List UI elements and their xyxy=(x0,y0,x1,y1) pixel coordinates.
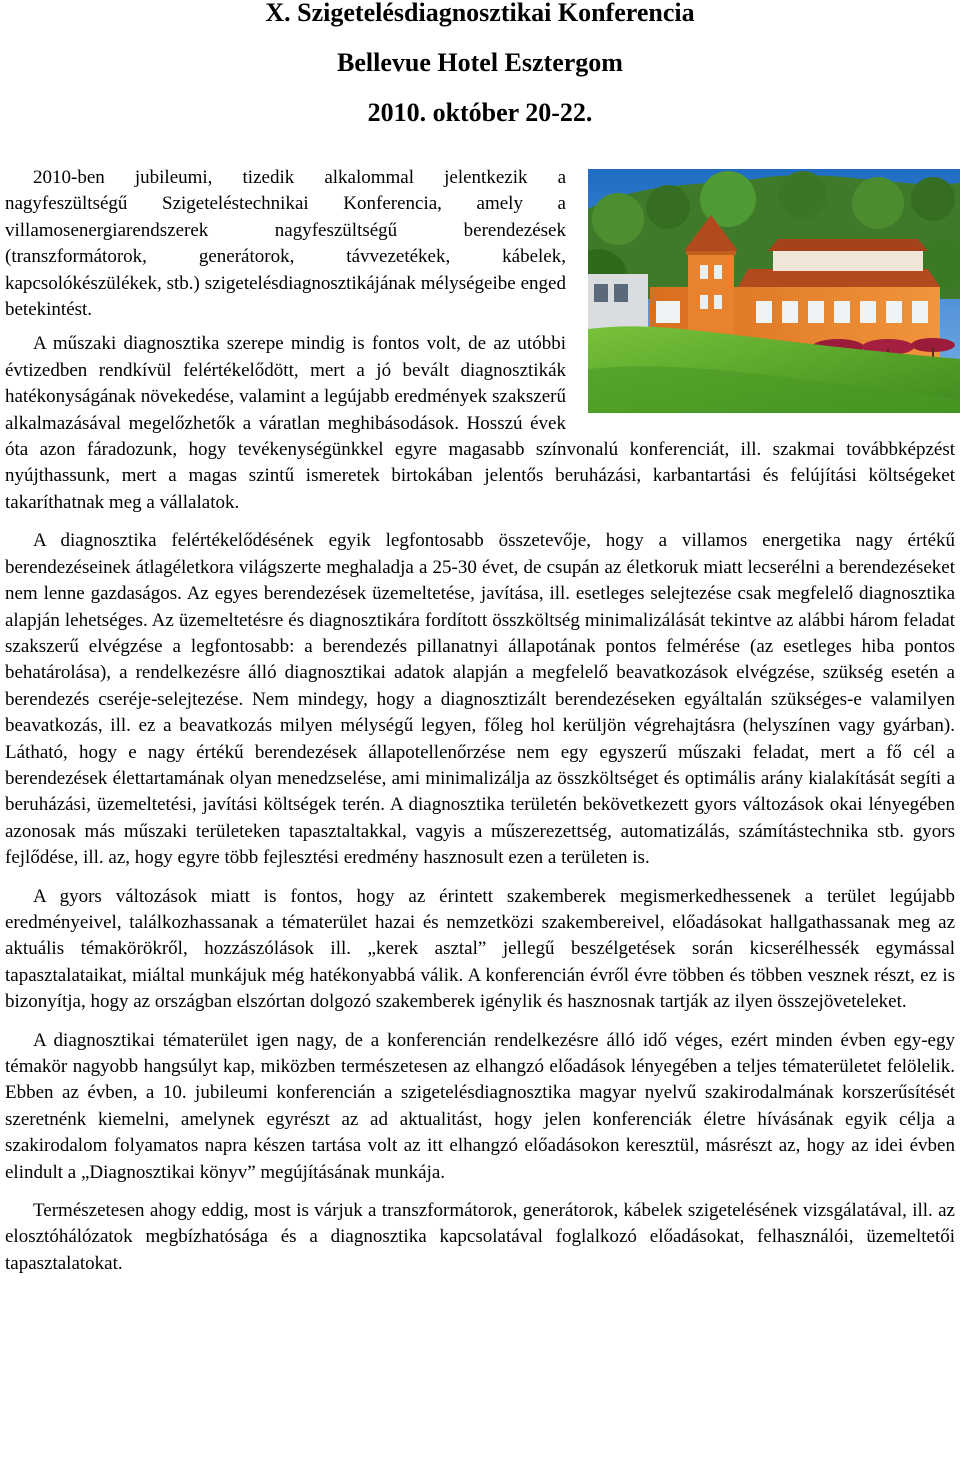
paragraph-call-for-papers: Természetesen ahogy eddig, most is várjuk a transzformátorok, generátorok, kábelek szigetelésének vizsgálatával, ill. az elosztóhálózatok megbízhatósága és a diagnosztika kapcsolatával foglalkozó előadásokat, felhasználói, üzemeltetői tapasztalatokat. xyxy=(5,1200,955,1274)
hotel-photo xyxy=(588,169,960,413)
hotel-building-illustration xyxy=(588,169,960,413)
conference-title: X. Szigetelésdiagnosztikai Konferencia xyxy=(265,0,695,27)
document-page xyxy=(5,0,955,1289)
document-body xyxy=(5,165,955,1277)
paragraph-topic-focus: A diagnosztikai tématerület igen nagy, de a konferencián rendelkezésre álló idő véges, ezért minden évben egy-egy témakör nagyobb hangsúlyt kap, miközben természetesen az elhangzó előadások lényegében a teljes tématerületet felölelik. Ebben az évben, a 10. jubileumi konferencián a szigetelésdiagnosztika magyar nyelvű szakirodalmának korszerűsítését szeretnénk kiemelni, amelynek egyrészt az ad aktualitást, hogy jelen konferenciák életre hívásának egyik célja a szakirodalom folyamatos napra készen tartása volt az itt elhangzó előadásokon keresztül, másrészt az, hogy az idei évben elindult a „Diagnosztikai könyv” megújításának munkája. xyxy=(5,1029,955,1183)
date-title: 2010. október 20-22. xyxy=(367,98,593,127)
paragraph-diagnostics-role: A műszaki diagnosztika szerepe mindig is fontos volt, de az utóbbi évtizedben rendkívül felértékelődött, mert a jó bevált diagnosztikák hatékonyságának növekedése, valamint a legújabb eredmények szakszerű alkalmazásával megelőzhetők a váratlan meghibásodások. Hosszú évek óta azon fáradozunk, hogy tevékenységünkkel egyre magasabb színvonalú konferenciát, ill. szakmai továbbképzést nyújthassunk, mert a magas szintű ismeretek birtokában jelentős beruházási, karbantartási és felújítási költségeket takaríthatnak meg a vállalatok. xyxy=(5,333,955,513)
paragraph-intro: 2010-ben jubileumi, tizedik alkalommal jelentkezik a nagyfeszültségű Szigeteléstechnikai Konferencia, amely a villamosenergiarendszerek nagyfeszültségű berendezések (transzformátorok, generátorok, távvezetékek, kábelek, kapcsolókészülékek, stb.) szigetelésdiagnosztikájának mélységeibe enged betekintést. xyxy=(5,167,566,321)
venue-title: Bellevue Hotel Esztergom xyxy=(337,48,623,77)
paragraph-rapid-changes: A gyors változások miatt is fontos, hogy az érintett szakemberek megismerkedhessenek a terület legújabb eredményeivel, találkozhassanak a tématerület hazai és nemzetközi szakembereivel, előadásokat hallgathassanak meg az aktuális témakörökről, hozzászólások ill. „kerek asztal” jellegű beszélgetések során kicserélhessék egymással tapasztalataikat, miáltal munkájuk még hatékonyabbá válik. A konferencián évről évre többen és többen vesznek részt, ez is bizonyítja, hogy az országban elszórtan dolgozó szakemberek igénylik és hasznosnak tartják az ilyen összejöveteleket. xyxy=(5,885,955,1013)
paragraph-diagnostics-value: A diagnosztika felértékelődésének egyik legfontosabb összetevője, hogy a villamos energetika nagy értékű berendezéseinek átlagéletkora világszerte meghaladja a 25-30 évet, de csupán az életkoruk miatt lecserélni a berendezéseket nem lenne gazdaságos. Az egyes berendezések üzemeltetése, javítása, ill. esetleges selejtezése csak megfelelő diagnosztika alapján lehetséges. Az üzemeltetésre és diagnosztikára fordított összköltség minimalizálását tekintve az alábbi három feladat szakszerű elvégzése a legfontosabb: a berendezés pillanatnyi állapotának pontos felmérése (az esetleges hiba pontos behatárolása), a rendelkezésre álló diagnosztikai adatok alapján a megfelelő beavatkozások elvégzése, szükség esetén a berendezés cseréje-selejtezése. Nem mindegy, hogy a diagnosztizált berendezéseken egyáltalán szükséges-e valamilyen beavatkozás, ill. ez a beavatkozás milyen mélységű legyen, főleg hol kerüljön végrehajtásra (helyszínen vagy gyárban). Látható, hogy e nagy értékű berendezések állapotellenőrzése nem egy egyszerű műszaki feladat, mert a fő cél a berendezések élettartamának olyan menedzselése, ami minimalizálja az összköltséget és optimális arány kialakítását segíti a beruházási, üzemeltetési, javítási költségek terén. A diagnosztika területén bekövetkezett gyors változások okai lényegében azonosak más műszaki területeken tapasztaltakkal, vagyis a műszerezettség, automatizálás, számítástechnika stb. gyors fejlődése, ill. az, hogy egyre több fejlesztési eredmény hasznosult ezen a területen is. xyxy=(5,530,955,869)
